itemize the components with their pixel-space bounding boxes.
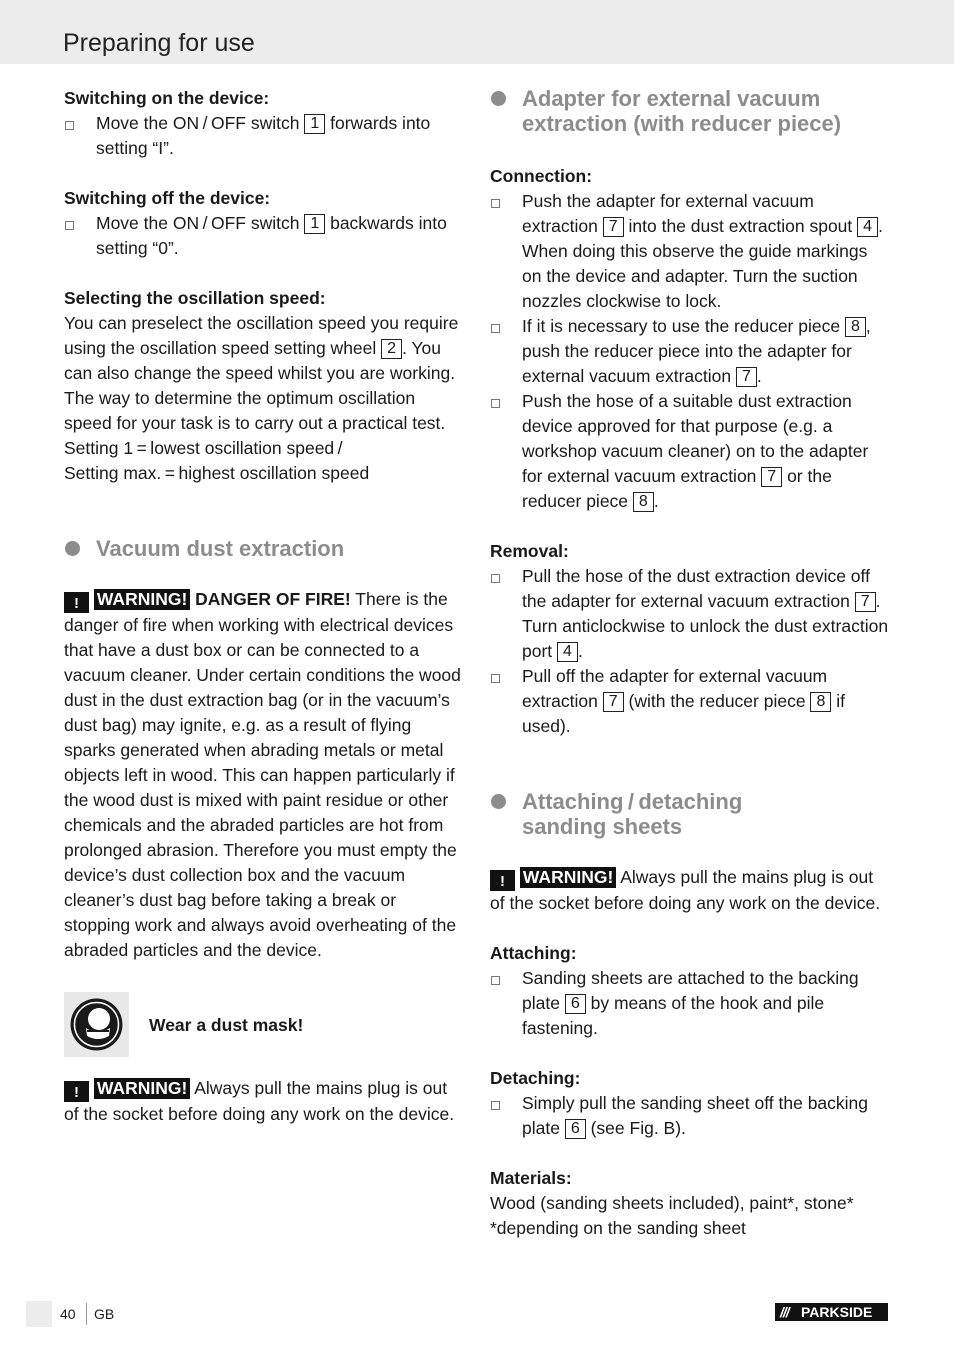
speed-heading: Selecting the oscillation speed: xyxy=(64,288,326,308)
bullet-square-icon xyxy=(491,324,500,333)
part-ref: 1 xyxy=(304,214,325,234)
attaching-step: Sanding sheets are attached to the backing plate 6 by means of the hook and pile fastening. xyxy=(490,966,890,1041)
footer-tab xyxy=(26,1301,52,1327)
warning-label: WARNING! xyxy=(94,589,190,610)
page-title: Preparing for use xyxy=(63,29,255,57)
bullet-square-icon xyxy=(491,976,500,985)
bullet-square-icon xyxy=(491,199,500,208)
part-ref: 7 xyxy=(736,367,757,387)
fire-warning: ! WARNING! DANGER OF FIRE! There is the danger of fire when working with electrical devices that have a dust box or can be connected to a vacuum cleaner. Under certain conditions the wood dust in the dust extraction bag (or in the vacuum’s dust bag) may ignite, e.g. as a result of flying sparks generated when abrading metals or metal objects left in wood. This can happen particularly if the wood dust is mixed with paint residue or other chemicals and the abraded particles are hot from prolonged abrasion. Therefore you must empty the device’s dust collection box and the vacuum cleaner’s dust bag before taking a break or stopping work and always avoid overheating of the abraded particles and the device. xyxy=(64,589,461,960)
speed-text: You can preselect the oscillation speed you require using the oscillation speed setting wheel 2 . You can also change the speed whilst you are working. The way to determine the optimum oscillation speed for your task is to carry out a practical test. xyxy=(64,313,459,433)
plug-warning-right: ! WARNING! Always pull the mains plug is out of the socket before doing any work on the device. xyxy=(490,867,881,913)
part-ref: 8 xyxy=(810,692,831,712)
bullet-square-icon xyxy=(491,399,500,408)
part-ref: 2 xyxy=(381,339,402,359)
logo-slashes: /// xyxy=(780,1304,789,1320)
attaching-heading: Attaching: xyxy=(490,943,577,963)
page-number: 40 xyxy=(60,1306,76,1322)
switch-on-step: Move the ON / OFF switch 1 forwards into setting “I”. xyxy=(64,111,464,161)
part-ref: 4 xyxy=(557,642,578,662)
section-bullet-icon xyxy=(491,794,506,809)
bullet-square-icon xyxy=(491,674,500,683)
warning-label: WARNING! xyxy=(94,1078,190,1099)
language-code: GB xyxy=(94,1306,115,1322)
removal-heading: Removal: xyxy=(490,541,569,561)
switch-on-heading: Switching on the device: xyxy=(64,88,270,108)
warning-label: WARNING! xyxy=(520,867,616,888)
warning-triangle-icon: ! xyxy=(490,870,515,891)
switch-off-heading: Switching off the device: xyxy=(64,188,271,208)
warning-triangle-icon: ! xyxy=(64,1081,89,1102)
part-ref: 8 xyxy=(633,492,654,512)
materials-note: *depending on the sanding sheet xyxy=(490,1218,746,1238)
materials-heading: Materials: xyxy=(490,1168,572,1188)
part-ref: 4 xyxy=(857,217,878,237)
connection-step-2: If it is necessary to use the reducer piece 8 , push the reducer piece into the adapter for external vacuum extraction 7 . xyxy=(490,314,890,389)
warning-triangle-icon: ! xyxy=(64,592,89,613)
part-ref: 7 xyxy=(761,467,782,487)
adapter-section-title: Adapter for external vacuum extraction (with reducer piece) xyxy=(490,86,890,136)
detaching-heading: Detaching: xyxy=(490,1068,581,1088)
danger-label: DANGER OF FIRE! xyxy=(195,589,351,609)
bullet-square-icon xyxy=(65,221,74,230)
removal-step-1: Pull the hose of the dust extraction device off the adapter for external vacuum extraction 7 . Turn anticlockwise to unlock the dust extraction port 4 . xyxy=(490,564,890,664)
vacuum-section-title: Vacuum dust extraction xyxy=(64,536,464,561)
detaching-step: Simply pull the sanding sheet off the backing plate 6 (see Fig. B). xyxy=(490,1091,890,1141)
speed-setting-max: Setting max. = highest oscillation speed xyxy=(64,463,370,483)
page-header xyxy=(0,0,954,64)
bullet-square-icon xyxy=(491,1101,500,1110)
footer-divider xyxy=(86,1303,87,1325)
connection-step-3: Push the hose of a suitable dust extraction device approved for that purpose (e.g. a workshop vacuum cleaner) on to the adapter for external vacuum extraction 7 or the reducer piece 8 . xyxy=(490,389,890,514)
part-ref: 7 xyxy=(603,217,624,237)
speed-setting-min: Setting 1 = lowest oscillation speed / xyxy=(64,438,343,458)
part-ref: 6 xyxy=(565,994,586,1014)
switch-off-step: Move the ON / OFF switch 1 backwards into setting “0”. xyxy=(64,211,464,261)
materials-list: Wood (sanding sheets included), paint*, stone* xyxy=(490,1193,854,1213)
dust-mask-icon xyxy=(64,992,129,1057)
plug-warning-left: ! WARNING! Always pull the mains plug is out of the socket before doing any work on the device. xyxy=(64,1078,455,1124)
part-ref: 8 xyxy=(845,317,866,337)
part-ref: 6 xyxy=(565,1119,586,1139)
dust-mask-notice xyxy=(64,992,464,1058)
bullet-square-icon xyxy=(491,574,500,583)
removal-step-2: Pull off the adapter for external vacuum extraction 7 (with the reducer piece 8 if used). xyxy=(490,664,890,739)
right-column xyxy=(490,86,890,1241)
bullet-square-icon xyxy=(65,121,74,130)
part-ref: 7 xyxy=(603,692,624,712)
parkside-logo xyxy=(775,1303,888,1321)
part-ref: 1 xyxy=(304,114,325,134)
brand-name: PARKSIDE xyxy=(801,1304,873,1320)
part-ref: 7 xyxy=(855,592,876,612)
sanding-section-title: Attaching / detaching sanding sheets xyxy=(490,789,822,839)
connection-heading: Connection: xyxy=(490,166,593,186)
dust-mask-text: Wear a dust mask! xyxy=(149,1015,304,1035)
section-bullet-icon xyxy=(491,91,506,106)
left-column xyxy=(64,86,464,1127)
section-bullet-icon xyxy=(65,541,80,556)
connection-step-1: Push the adapter for external vacuum extraction 7 into the dust extraction spout 4 . When doing this observe the guide markings on the device and adapter. Turn the suction nozzles clockwise to lock. xyxy=(490,189,890,314)
